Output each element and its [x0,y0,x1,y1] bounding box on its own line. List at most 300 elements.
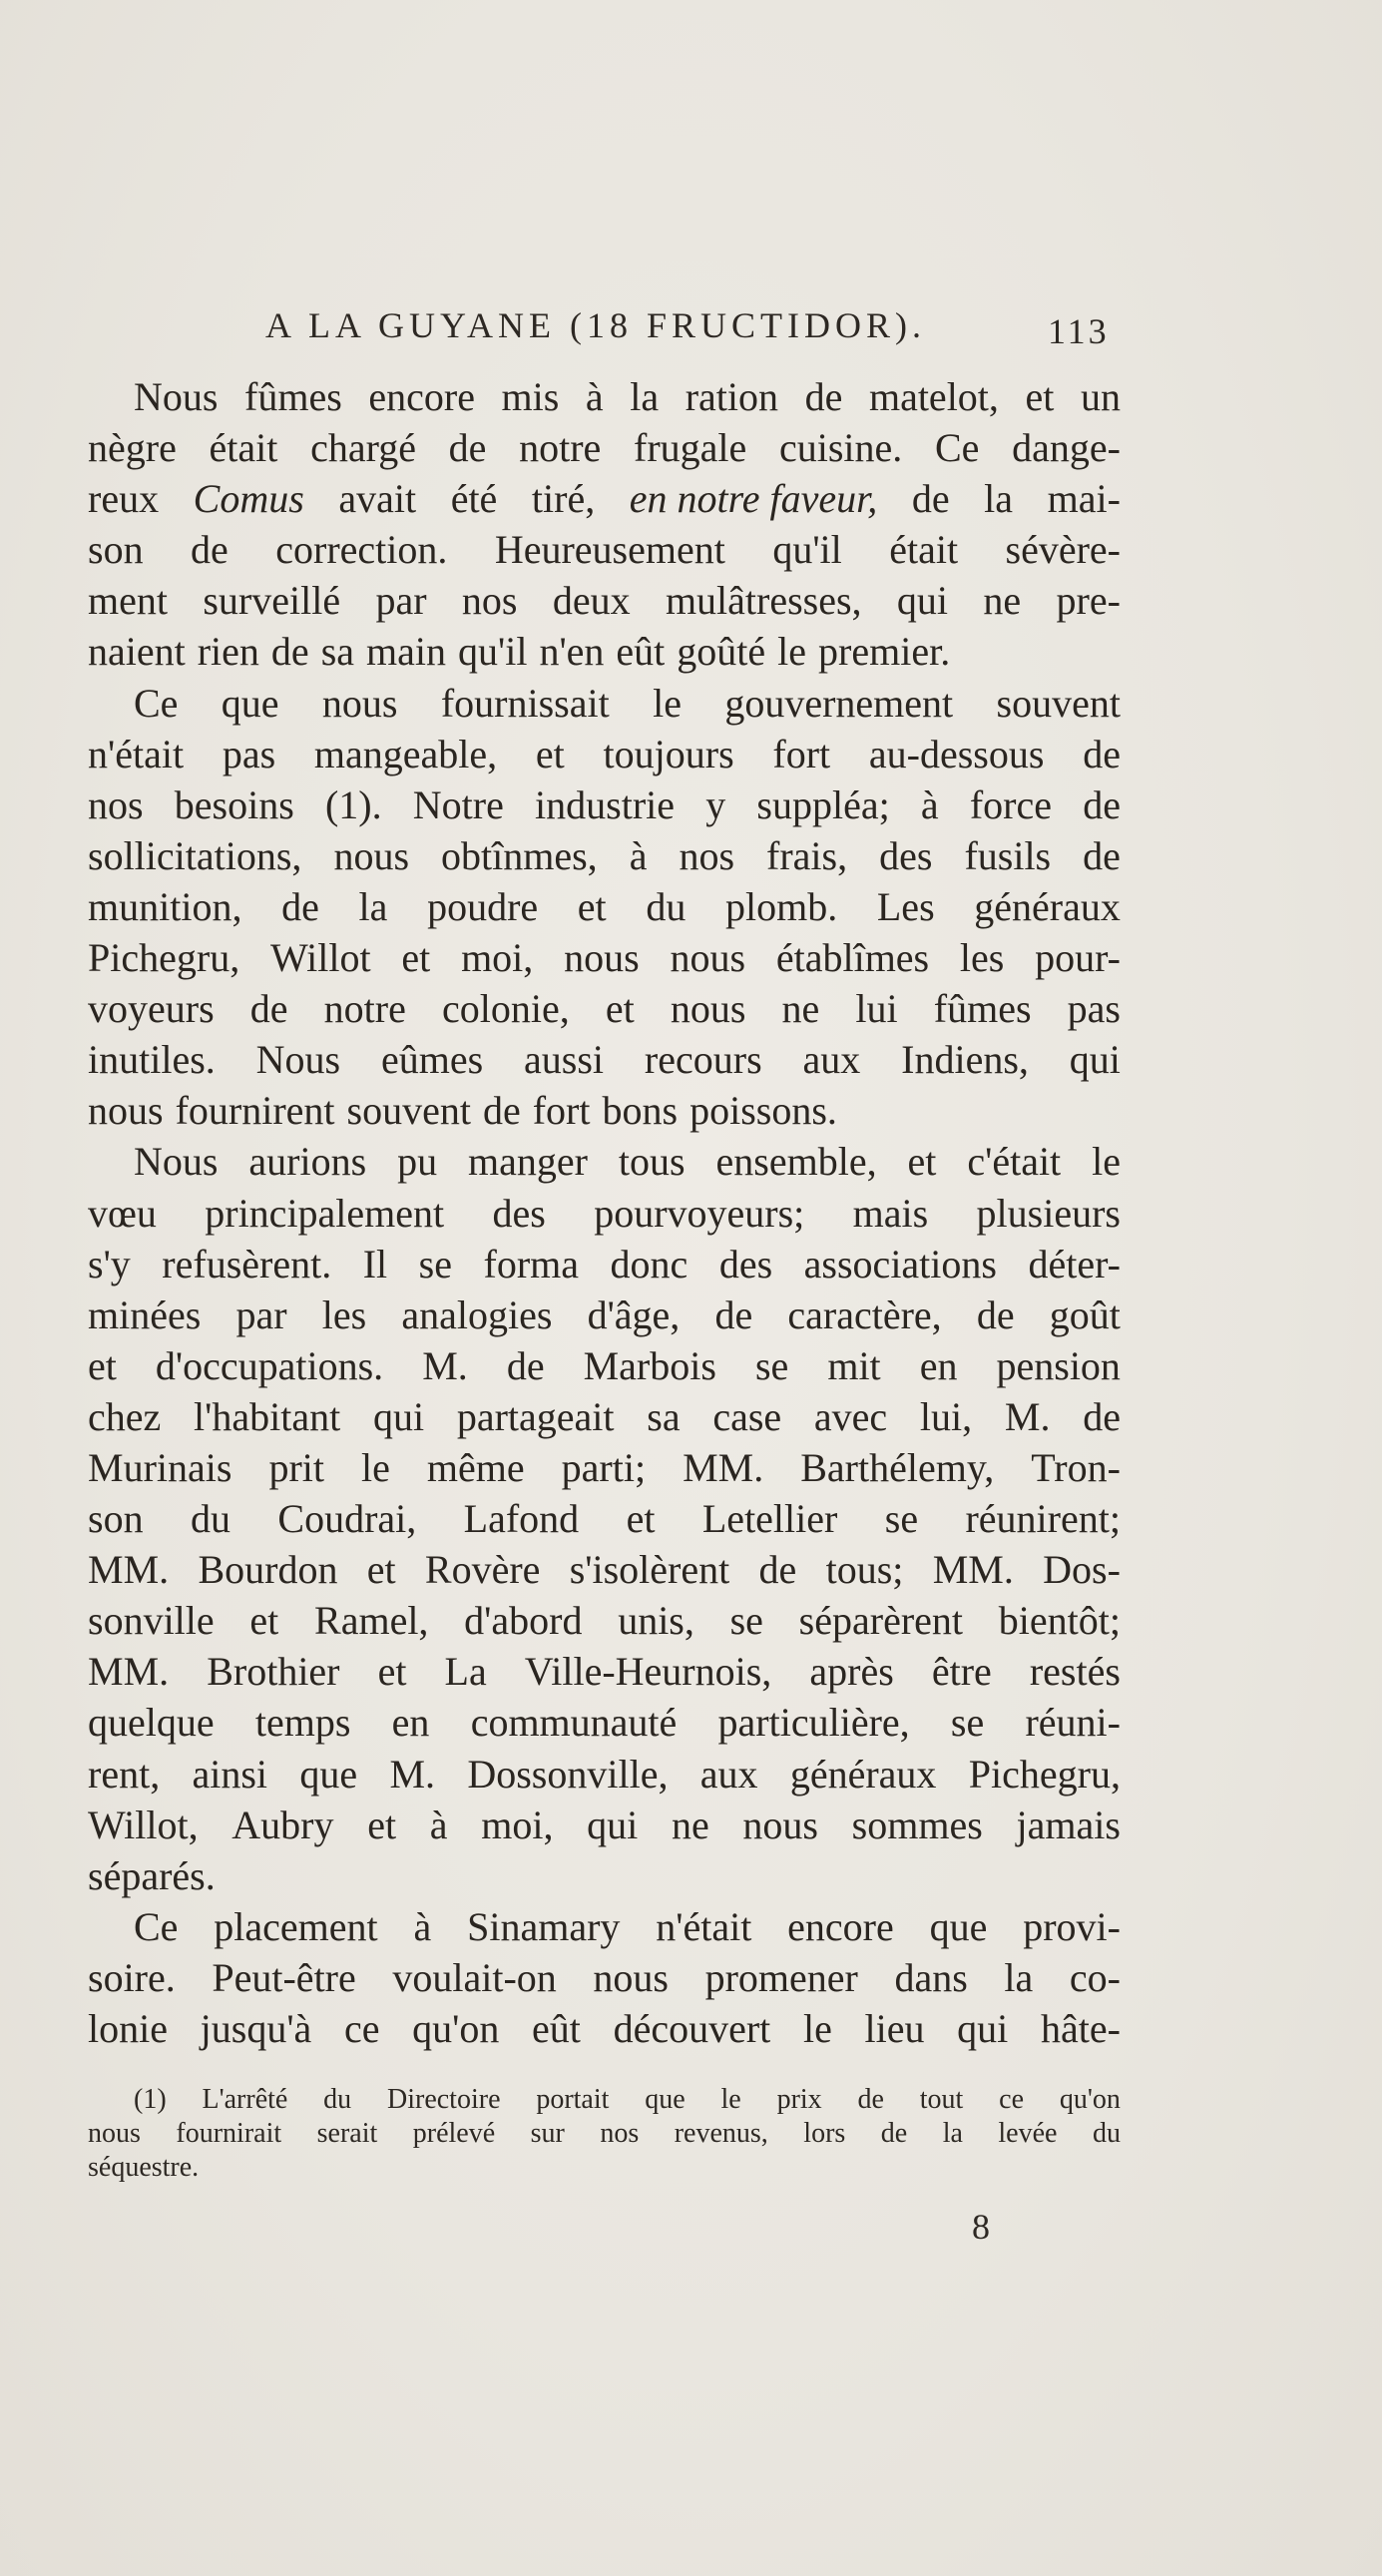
word: d'âge, [587,1291,681,1337]
word: pourvoyeurs; [594,1190,805,1236]
word: fort [532,1088,591,1134]
word: avec [813,1393,888,1439]
word: été [450,476,498,522]
word: bientôt; [998,1598,1121,1644]
word: y [705,781,726,827]
word: pas [222,731,276,776]
word: les [321,1291,367,1337]
word: M. [389,1751,436,1797]
word: particulière, [717,1700,910,1746]
text-line [88,371,1121,422]
word: moi, [461,935,534,981]
word: les [959,935,1005,981]
word: unis, [618,1598,694,1644]
word: mangeable, [313,731,498,776]
word: fûmes [244,374,342,419]
word: de [1083,731,1121,776]
word: prélevé [412,2118,496,2149]
word: aussi [524,1037,605,1083]
page-header [0,304,1382,364]
word: aurions [248,1139,367,1185]
word: analogies [401,1291,553,1337]
word: sa [320,629,355,675]
word: de [804,374,843,419]
word: et [907,1139,937,1185]
word: caractère, [787,1291,942,1337]
word: dans [894,1954,968,2000]
word: et [377,1649,407,1695]
word: le [802,2006,832,2051]
word: Letellier [701,1496,838,1542]
word: souvent [346,1088,471,1134]
word: pre- [1056,578,1121,624]
word: promener [704,1954,858,2000]
word: sévère- [1005,527,1121,573]
word: munition, [88,883,242,929]
word: de [270,629,309,675]
word: colonie, [441,986,570,1032]
text-line [88,1493,1121,1544]
word: donc [610,1241,689,1287]
word: que [645,2084,686,2115]
word: d'abord [464,1598,583,1644]
word: rent, [88,1751,161,1797]
word: de [880,2118,908,2149]
word: sur [530,2118,565,2149]
page-number: 113 [1048,311,1110,351]
word: être [931,1649,992,1695]
word: qui [372,1393,425,1439]
word: Dos- [1043,1547,1121,1593]
word: son [88,527,144,573]
word: hâte- [1040,2006,1121,2051]
word: revenus, [674,2118,768,2149]
word: lui, [919,1393,973,1439]
word: Ce [134,680,179,726]
word: Notre [412,781,504,827]
text-line [88,1544,1121,1595]
word: la [984,476,1014,522]
word: notre [323,986,406,1032]
word: de [506,1342,545,1388]
word: prit [268,1444,324,1490]
text-line [88,1391,1121,1442]
word: Sinamary [467,1903,621,1949]
word: Ce [935,425,980,471]
text-line [88,1034,1121,1085]
word: tous; [825,1547,904,1593]
word: et [577,883,607,929]
word: tiré, [531,476,596,522]
word: tous [618,1139,686,1185]
word: goûté [677,629,766,675]
word: et [535,731,565,776]
word: case [712,1393,782,1439]
word: tout [919,2084,964,2115]
word: MM. [932,1547,1014,1593]
word: de [1083,832,1121,878]
word: du [646,883,687,929]
word: Pichegru, [968,1751,1121,1797]
word: placement [214,1903,378,1949]
word: de [1083,781,1121,827]
word: naient [88,629,186,675]
word: industrie [535,781,676,827]
word: mulâtresses, [665,578,862,624]
word: chez [88,1393,162,1439]
word: mis [501,374,560,419]
word: Aubry [231,1802,334,1847]
word: et [401,935,431,981]
word: déter- [1028,1241,1121,1287]
word: eût [532,2006,581,2051]
word: Ce [134,1903,179,1949]
word: dange- [1012,425,1121,471]
word: goût [1049,1291,1121,1337]
word: nos [461,578,518,624]
word: nous [88,1088,164,1134]
word: fort [772,731,831,776]
word: s'isolèrent [569,1547,730,1593]
word: Coudrai, [277,1496,417,1542]
word: de [758,1547,797,1593]
word: Nous [134,374,219,419]
word: qu'il [458,629,528,675]
word: Marbois [583,1342,716,1388]
word: fournissait [440,680,610,726]
footnote-line [88,2151,1121,2185]
word: Peut-être [212,1954,356,2000]
text-line [88,1749,1121,1800]
text-line [88,1085,1121,1136]
word: Heureusement [494,527,725,573]
word: à [629,832,648,878]
word: encore [787,1903,894,1949]
text-line [88,678,1121,729]
word: forma [483,1241,580,1287]
word: vœu [88,1190,157,1236]
footnote [88,2083,1121,2185]
word: co- [1069,1954,1121,2000]
word: et [367,1802,397,1847]
word: en [391,1700,430,1746]
word: Pichegru, [88,935,240,981]
word: nous [670,986,746,1032]
word: réuni- [1025,1700,1121,1746]
word: partageait [456,1393,615,1439]
word: même [426,1444,525,1490]
word: fûmes [933,986,1032,1032]
word: par [235,1291,287,1337]
word: n'était [88,731,185,776]
text-line [88,1289,1121,1340]
word: par [375,578,427,624]
word: de [191,527,229,573]
word: Tron- [1031,1444,1121,1490]
word: temps [254,1700,351,1746]
word: du [323,2084,352,2115]
word: lui [855,986,898,1032]
word: sonville [88,1598,215,1644]
word: qu'il [772,527,842,573]
text-line [88,830,1121,881]
word: de [857,2084,884,2115]
word: obtînmes, [441,832,598,878]
word: nous [593,1954,669,2000]
word: nègre [88,425,177,471]
text-line [88,1952,1121,2003]
word: et [249,1598,279,1644]
word: Ville-Heurnois, [524,1649,772,1695]
word: main [366,629,446,675]
word: toujours [603,731,734,776]
text-line [88,575,1121,626]
word: mai- [1047,476,1121,522]
text-line [88,729,1121,779]
word: que [299,1751,358,1797]
word: soire. [88,1954,176,2000]
word: pension [996,1342,1121,1388]
word: quelque [88,1700,215,1746]
word: aux [699,1751,758,1797]
word: besoins [174,781,294,827]
word: prix [776,2084,822,2115]
word: Willot [269,935,371,981]
word: eût [616,629,666,675]
word: qui [957,2006,1009,2051]
word: des [879,832,933,878]
word: nous [321,680,398,726]
word: ne [983,578,1022,624]
word: reux [88,476,160,522]
word: sollicitations, [88,832,302,878]
word: qu'on [1059,2084,1121,2115]
word: au-dessous [868,731,1045,776]
word: sa [647,1393,681,1439]
word: généraux [789,1751,937,1797]
word: s'y [88,1241,131,1287]
word: la [630,374,660,419]
text-line [88,1188,1121,1239]
word: associations [803,1241,997,1287]
word: jamais [1016,1802,1121,1847]
word: était [889,527,959,573]
word: pu [397,1139,438,1185]
word: levée [998,2118,1058,2149]
word: nos [600,2118,640,2149]
word: Indiens, [901,1037,1029,1083]
word: nos [679,832,735,878]
word: ainsi [192,1751,268,1797]
text-line [88,1595,1121,1646]
word: de [911,476,950,522]
word: était [209,425,278,471]
word: et [605,986,635,1032]
word: (1) [134,2084,167,2115]
word: de [976,1291,1015,1337]
text-line [88,524,1121,575]
word: un [1080,374,1121,419]
word: à [920,781,939,827]
word: bons [602,1088,679,1134]
word: se [950,1700,985,1746]
word: nous [333,832,410,878]
word: restés [1029,1649,1121,1695]
word: Lafond [463,1496,580,1542]
word: le [1092,1139,1121,1185]
word: Les [876,883,935,929]
word: Willot, [88,1802,199,1847]
word: la [358,883,388,929]
word: du [1092,2118,1121,2149]
word: fournirent [175,1088,335,1134]
word: et [366,1547,396,1593]
word: Nous [255,1037,341,1083]
word: force [969,781,1053,827]
word: manger [468,1139,588,1185]
word: nos [88,781,144,827]
word: Comus [193,476,304,522]
word: et [88,1342,117,1388]
word: de [1083,1393,1121,1439]
word: gouvernement [724,680,954,726]
word: provi- [1023,1903,1121,1949]
word: se [754,1342,789,1388]
word: communauté [470,1700,678,1746]
word: chargé [310,425,416,471]
word: correction. [275,527,448,573]
word: eûmes [380,1037,484,1083]
word: surveillé [203,578,341,624]
word: mit [827,1342,881,1388]
word: avait [338,476,417,522]
word: frais, [766,832,848,878]
footnote-line [88,2083,1121,2117]
word: ensemble, [715,1139,877,1185]
word: réunirent; [965,1496,1121,1542]
word: jusqu'à [200,2006,312,2051]
footnote-line [88,2117,1121,2151]
word: pas [1067,986,1121,1032]
word: Nous [134,1139,219,1185]
word: en notre faveur, [629,476,878,522]
word: plusieurs [976,1190,1121,1236]
word: n'était [656,1903,752,1949]
text-line [88,932,1121,983]
word: Ramel, [314,1598,429,1644]
word: minées [88,1291,202,1337]
word: voyeurs [88,986,215,1032]
word: établîmes [775,935,930,981]
word: souvent [996,680,1121,726]
word: l'habitant [194,1393,341,1439]
word: plomb. [724,883,838,929]
word: serait [316,2118,378,2149]
word: voulait-on [392,1954,557,2000]
word: Dossonville, [467,1751,669,1797]
word: séparèrent [798,1598,964,1644]
word: que [929,1903,988,1949]
word: nous [742,1802,818,1847]
text-line [88,626,1121,677]
word: poudre [427,883,539,929]
word: que [221,680,279,726]
word: la [1004,1954,1034,2000]
text-line [88,1646,1121,1697]
word: refusèrent. [162,1241,332,1287]
word: le [361,1444,390,1490]
word: du [190,1496,230,1542]
word: et [626,1496,656,1542]
word: qui [587,1802,639,1847]
word: nous [564,935,640,981]
text-line [88,1136,1121,1187]
word: MM. [88,1547,170,1593]
word: c'était [967,1139,1062,1185]
word: se [729,1598,763,1644]
word: de [714,1291,753,1337]
word: matelot, [868,374,999,419]
word: fusils [964,832,1052,878]
word: suppléa; [756,781,890,827]
word: de [448,425,487,471]
word: après [809,1649,894,1695]
word: encore [368,374,475,419]
word: ne [671,1802,709,1847]
text-line [88,1340,1121,1391]
word: Directoire [387,2084,501,2115]
word: principalement [205,1190,445,1236]
word: de [249,986,288,1032]
word: ration [685,374,779,419]
word: le [720,2084,741,2115]
word: Barthélemy, [800,1444,995,1490]
signature-mark: 8 [972,2207,990,2247]
word: n'en [539,629,605,675]
text-line [88,779,1121,830]
word: qu'on [412,2006,500,2051]
word: M. [422,1342,468,1388]
word: premier. [818,629,951,675]
word: aux [802,1037,861,1083]
text-line [88,1239,1121,1289]
word: fournirait [176,2118,282,2149]
word: nous [88,2118,141,2149]
text-line [88,1901,1121,1952]
word: MM. [88,1649,170,1695]
word: d'occupations. [155,1342,384,1388]
word: des [492,1190,546,1236]
word: moi, [481,1802,554,1847]
word: le [777,629,807,675]
word: de [281,883,319,929]
word: à [585,374,604,419]
word: ce [343,2006,380,2051]
word: sommes [851,1802,983,1847]
word: poissons. [690,1088,837,1134]
text-line [88,983,1121,1034]
word: généraux [974,883,1121,929]
word: (1). [324,781,382,827]
word: à [413,1903,432,1949]
word: à [429,1802,448,1847]
word: qui [1069,1037,1121,1083]
text-line [88,422,1121,473]
word: recours [644,1037,762,1083]
word: la [942,2118,963,2149]
word: se [884,1496,919,1542]
word: lonie [88,2006,168,2051]
